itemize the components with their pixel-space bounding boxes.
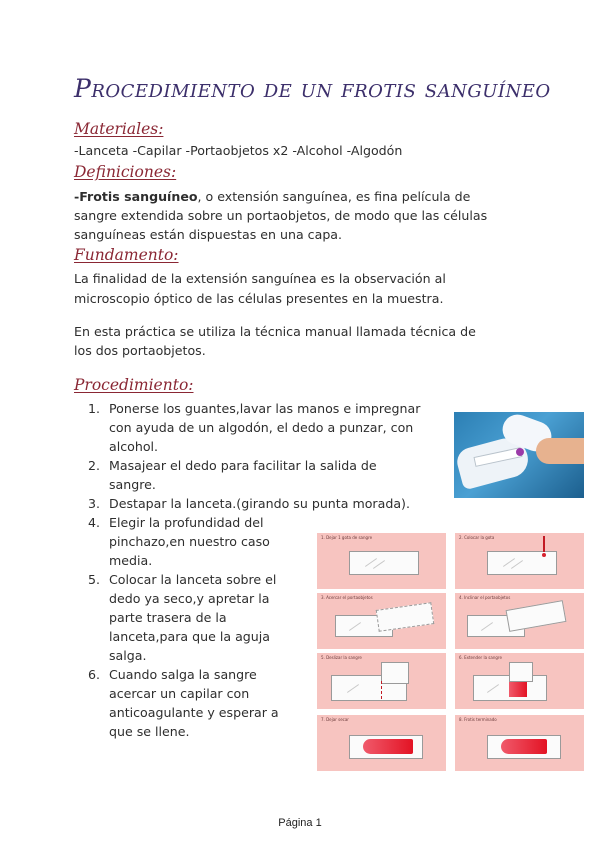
figure-panel-1: 1. Dejar 1 gota de sangre xyxy=(317,533,446,589)
figure-panel-7: 7. Dejar secar xyxy=(317,715,446,771)
materiales-text: -Lanceta -Capilar -Portaobjetos x2 -Alcohol -Algodón xyxy=(74,143,403,158)
definiciones-line3: sanguíneas están dispuestas en una capa. xyxy=(74,227,343,242)
fundamento-heading: Fundamento: xyxy=(74,246,179,264)
figure-panel-8: 8. Frotis terminado xyxy=(455,715,584,771)
smear-steps-figure xyxy=(317,533,585,770)
figure-panel-5: 5. Deslizar la sangre xyxy=(317,653,446,709)
step-4: 4. Elegir la profundidad del pinchazo,en nuestro caso media. xyxy=(88,515,270,568)
fundamento-p2-line1: En esta práctica se utiliza la técnica manual llamada técnica de xyxy=(74,324,476,339)
figure-panel-6: 6. Extender la sangre xyxy=(455,653,584,709)
step-2: 2. Masajear el dedo para facilitar la salida de sangre. xyxy=(88,458,377,492)
definiciones-line1: -Frotis sanguíneo, o extensión sanguínea, es fina película de xyxy=(74,189,471,204)
procedimiento-heading: Procedimiento: xyxy=(74,376,194,394)
step-1: 1. Ponerse los guantes,lavar las manos e impregnar con ayuda de un algodón, el dedo a punzar, con alcohol. xyxy=(88,401,421,454)
glove-lancet-photo xyxy=(454,412,584,498)
step-5: 5. Colocar la lanceta sobre el dedo ya seco,y apretar la parte trasera de la lanceta,para que la aguja salga. xyxy=(88,572,277,663)
definiciones-line2: sangre extendida sobre un portaobjetos, de modo que las células xyxy=(74,208,488,223)
fundamento-p1-line1: La finalidad de la extensión sanguínea es la observación al xyxy=(74,271,446,286)
fundamento-p2-line2: los dos portaobjetos. xyxy=(74,343,206,358)
page-footer: Página 1 xyxy=(278,817,322,829)
definiciones-heading: Definiciones: xyxy=(74,163,177,181)
fundamento-p1-line2: microscopio óptico de las células presentes en la muestra. xyxy=(74,291,444,306)
figure-panel-4: 4. Inclinar el portaobjetos xyxy=(455,593,584,649)
materiales-heading: Materiales: xyxy=(74,120,164,138)
page-title: Procedimiento de un frotis sanguíneo xyxy=(74,74,551,103)
figure-panel-3: 3. Acercar el portaobjetos xyxy=(317,593,446,649)
definiciones-term: -Frotis sanguíneo xyxy=(74,189,198,204)
figure-panel-2: 2. Colocar la gota xyxy=(455,533,584,589)
step-3: 3. Destapar la lanceta.(girando su punta morada). xyxy=(88,496,410,511)
step-6: 6. Cuando salga la sangre acercar un capilar con anticoagulante y esperar a que se llene. xyxy=(88,667,279,739)
